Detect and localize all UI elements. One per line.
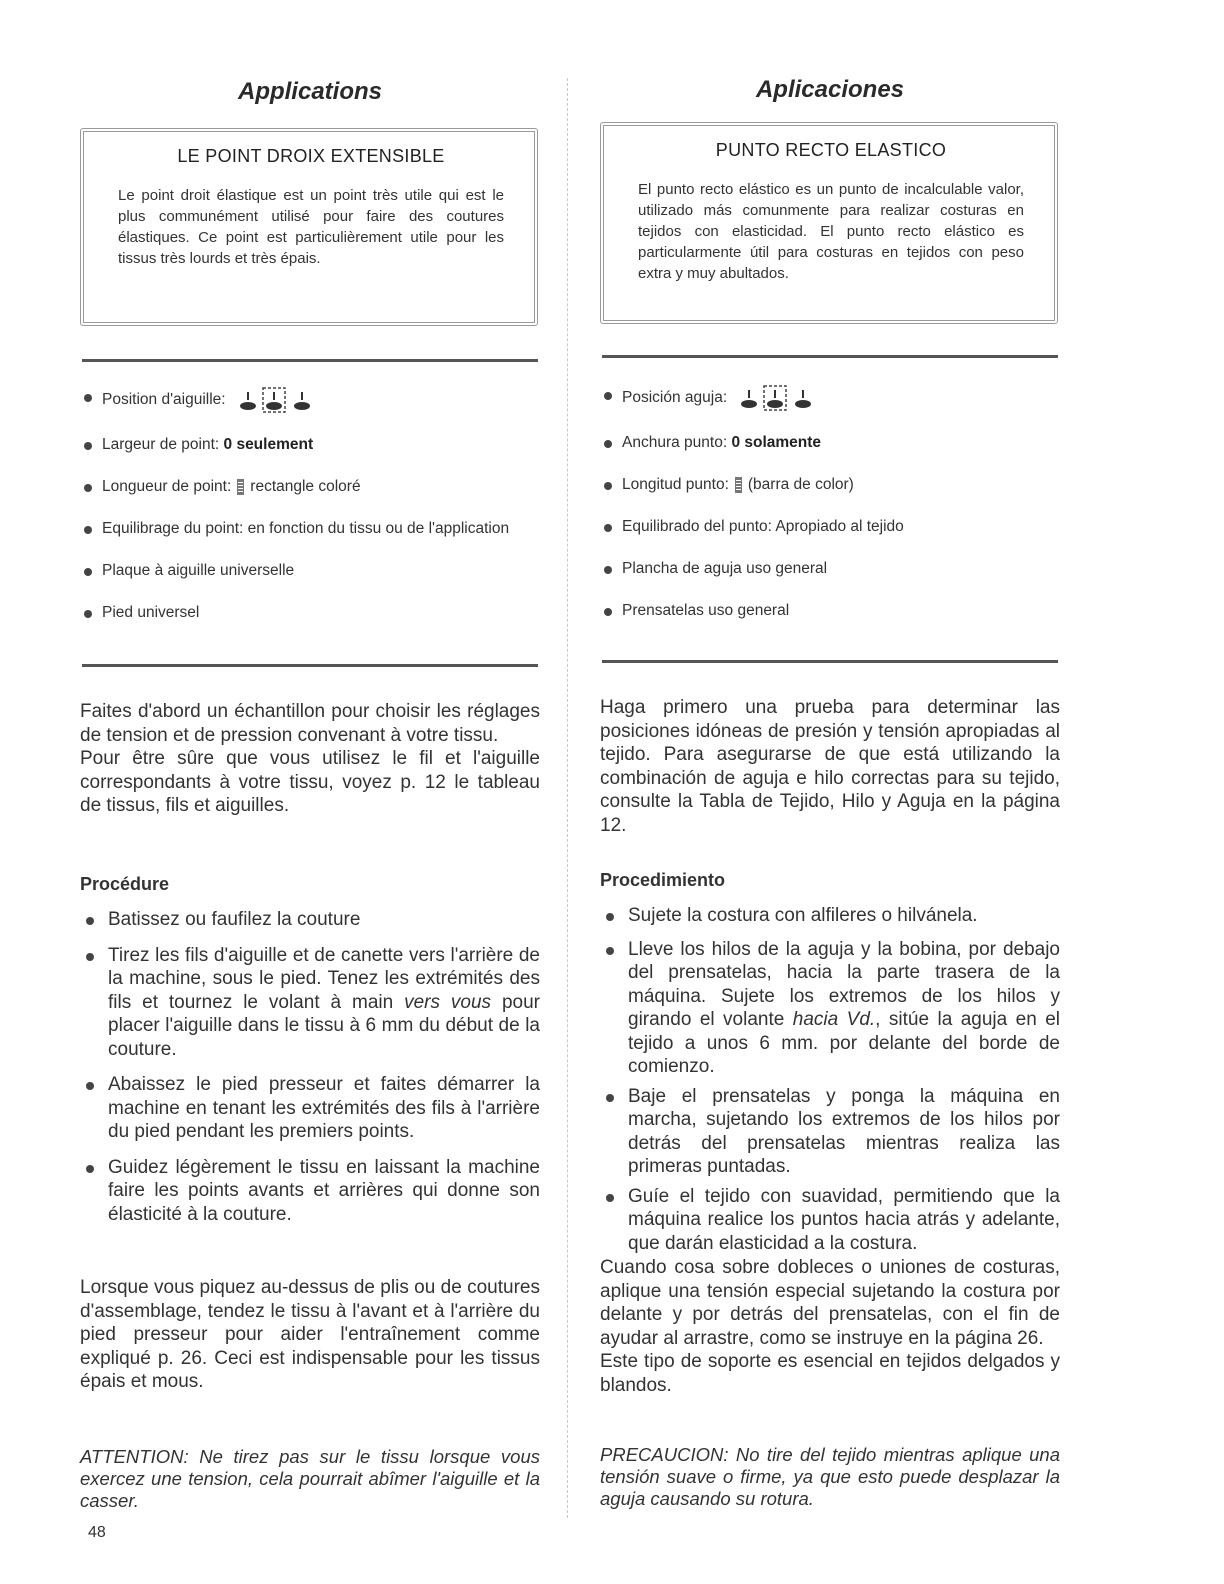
color-bar-icon (237, 479, 244, 495)
es-step-2: Lleve los hilos de la aguja y la bobina, por debajo del prensatelas, hacia la parte trasera de la máquina. Sujete los extremos de los hilos y girando el volante hacia Vd., sitúe la aguja en el tejido a unos 6 mm. por delante del borde de comienzo. (600, 938, 1060, 1079)
fr-step-3: Abaissez le pied presseur et faites démarrer la machine en tenant les extrémités des fils à l'arrière du pied pendant les premiers points. (80, 1073, 540, 1144)
es-spec-list (600, 384, 1060, 642)
es-spec-balance: Equilibrado del punto: Apropiado al tejido (600, 516, 1060, 538)
fr-step-4: Guidez légèrement le tissu en laissant la machine faire les points avants et arrières qui donne son élasticité à la couture. (80, 1156, 540, 1227)
fr-intro: Faites d'abord un échantillon pour choisir les réglages de tension et de pression convenant à votre tissu. Pour être sûre que vous utilisez le fil et l'aiguille correspondants à votre tissu, voyez p. 12 le tableau de tissus, fils et aiguilles. (80, 701, 540, 816)
fr-step-2: Tirez les fils d'aiguille et de canette vers l'arrière de la machine, sous le pied. Tenez les extrémités des fils et tournez le volant à main vers vous pour placer l'aiguille dans le tissu à 6 mm du début de la couture. (80, 944, 540, 1062)
es-procedure-title: Procedimiento (600, 870, 726, 890)
es-box-title: PUNTO RECTO ELASTICO (715, 140, 947, 160)
es-spec-plate: Plancha de aguja uso general (600, 558, 1060, 580)
fr-info-box (80, 128, 538, 326)
es-step-1: Sujete la costura con alfileres o hilvánela. (600, 904, 1060, 928)
fr-spec-foot: Pied universel (80, 602, 540, 624)
fr-spec-plate: Plaque à aiguille universelle (80, 560, 540, 582)
es-spec-needle-position: Posición aguja: (600, 384, 1060, 412)
es-steps (600, 904, 1060, 1255)
fr-spec-balance: Equilibrage du point: en fonction du tissu ou de l'application (80, 518, 540, 540)
es-intro: Haga primero una prueba para determinar las posiciones idóneas de presión y tensión apropiadas al tejido. Para asegurarse de que está utilizando la combinación de aguja e hilo correctas para su tejido, consulte la Tabla de Tejido, Hilo y Aguja en la página 12. (600, 697, 1060, 836)
es-rule-bottom (602, 660, 1058, 663)
fr-procedure-title: Procédure (80, 874, 170, 894)
fr-spec-needle-position: Position d'aiguille: (80, 386, 540, 414)
fr-spec-width: Largeur de point: 0 seulement (80, 434, 540, 456)
color-bar-icon (735, 477, 742, 493)
fr-box-title: LE POINT DROIX EXTENSIBLE (177, 146, 445, 166)
fr-box-text: Le point droit élastique est un point très utile qui est le plus communément utilisé pour faire des coutures élastiques. Ce point est particulièrement utile pour les tissus très lourds et très épais. (118, 187, 504, 267)
fr-spec-list (80, 386, 540, 644)
es-step-3: Baje el prensatelas y ponga la máquina en marcha, sujetando los extremos de los hilos por detrás del prensatelas mientras realiza las primeras puntadas. (600, 1085, 1060, 1179)
fr-note: Lorsque vous piquez au-dessus de plis ou de coutures d'assemblage, tendez le tissu à l'avant et à l'arrière du pied presseur pour aider l'entraînement comme expliqué p. 26. Ceci est indispensable pour les tissus épais et mous. (80, 1277, 540, 1392)
es-spec-width: Anchura punto: 0 solamente (600, 432, 1060, 454)
fr-step-1: Batissez ou faufilez la couture (80, 908, 540, 932)
fr-rule-bottom (82, 664, 538, 667)
page-number: 48 (88, 1524, 106, 1541)
fr-rule-top (82, 359, 538, 362)
es-spec-foot: Prensatelas uso general (600, 600, 1060, 622)
es-warning: PRECAUCION: No tire del tejido mientras aplique una tensión suave o firme, ya que esto puede desplazar la aguja causando su rotura. (600, 1444, 1060, 1509)
fr-steps (80, 908, 540, 1226)
needle-position-icon (236, 386, 314, 414)
es-info-box (600, 122, 1058, 324)
fr-heading: Applications (237, 78, 382, 105)
es-heading: Aplicaciones (755, 76, 905, 103)
fr-warning: ATTENTION: Ne tirez pas sur le tissu lorsque vous exercez une tension, cela pourrait abîmer l'aiguille et la casser. (80, 1446, 540, 1511)
needle-position-icon (737, 384, 815, 412)
fr-spec-length: Longueur de point: rectangle coloré (80, 476, 540, 498)
es-box-text: El punto recto elástico es un punto de incalculable valor, utilizado más comunmente para realizar costuras en tejidos con elasticidad. El punto recto elástico es particularmente útil para costuras en tejidos con peso extra y muy abultados. (638, 181, 1024, 282)
column-divider (567, 78, 568, 1518)
es-spec-length: Longitud punto: (barra de color) (600, 474, 1060, 496)
es-step-4: Guíe el tejido con suavidad, permitiendo que la máquina realice los puntos hacia atrás y adelante, que darán elasticidad a la costura. (600, 1185, 1060, 1256)
es-rule-top (602, 355, 1058, 358)
es-note: Cuando cosa sobre dobleces o uniones de costuras, aplique una tensión especial sujetando la costura por delante y por detrás del prensatelas, con el fin de ayudar al arrastre, como se instruye en la página 26. Este tipo de soporte es esencial en tejidos delgados y blandos. (600, 1257, 1060, 1396)
